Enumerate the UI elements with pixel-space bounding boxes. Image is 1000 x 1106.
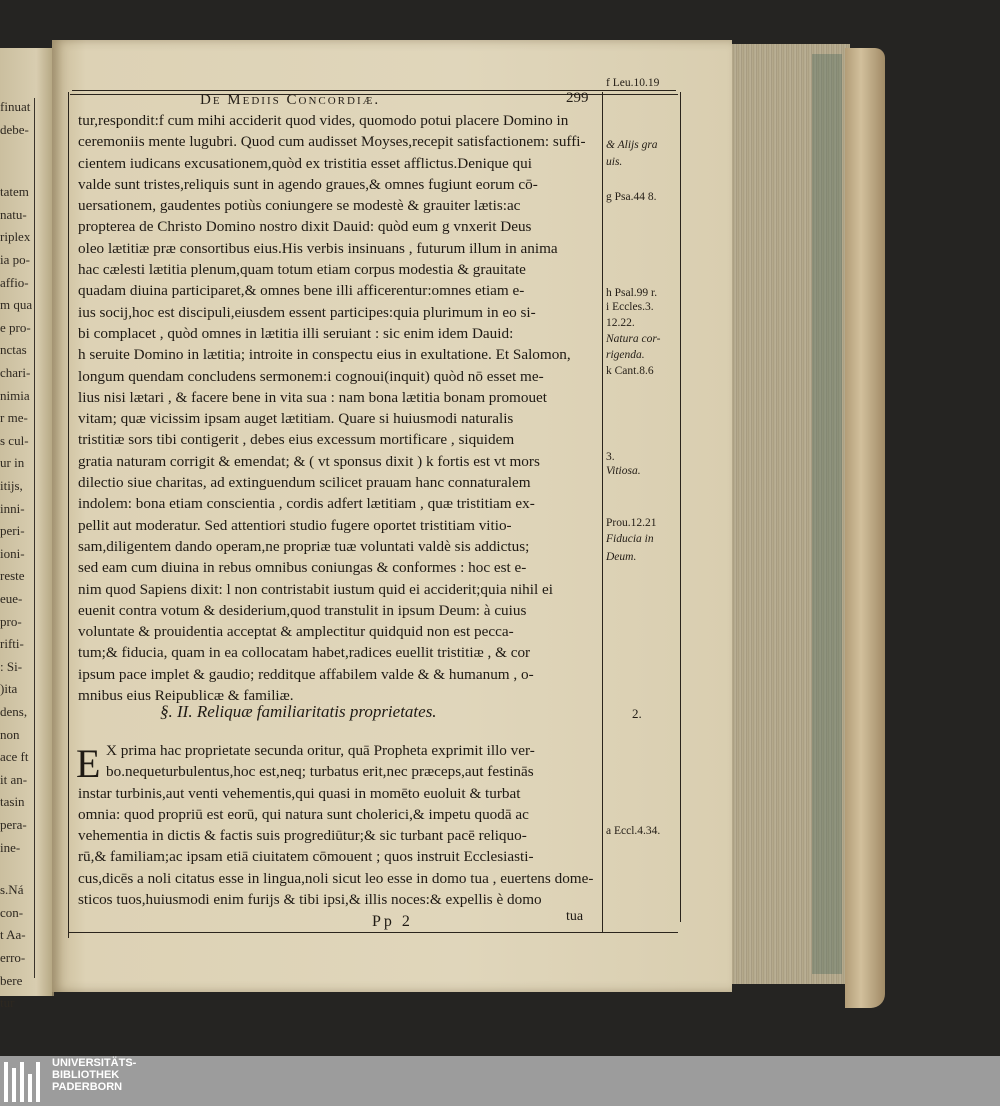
text-line: tristitiæ sors tibi contigerit , debes eius excessum mortificare , siquidem xyxy=(78,431,515,449)
left-page-fragment: nctas xyxy=(0,342,27,358)
left-page-fragment: m qua xyxy=(0,297,33,313)
catchword: tua xyxy=(566,909,584,924)
left-page-fragment: affio- xyxy=(0,274,29,290)
left-page-edge xyxy=(0,48,54,1011)
body-text-block-2 xyxy=(78,740,600,910)
left-page-fragment: nimia xyxy=(0,387,30,403)
text-line: dilectio siue charitas, ad extinguendum scilicet prauam hanc connaturalem xyxy=(78,474,531,492)
left-page-fragment: itijs, xyxy=(0,478,23,493)
marginal-note: Prou.12.21 xyxy=(606,517,657,529)
text-line: indolem: bona etiam conscientia , cordis adfert lætitiam , quæ tristitiam ex- xyxy=(78,495,535,513)
left-page-fragment: it an- xyxy=(0,771,28,787)
text-line: vehementia in dictis & factis suis progrediūtur;& sic turbant pacē reliquo- xyxy=(78,827,527,845)
left-page-fragment: reste xyxy=(0,568,25,584)
marginal-note: h Psal.99 r. xyxy=(606,287,658,299)
text-line: tur,respondit:f cum mihi acciderit quod vides, quomodo potui placere Domino in xyxy=(78,112,569,129)
text-line: sticos tuos,huiusmodi enim furijs & tibi ipsi,& illis noces:& expellis è domo xyxy=(78,891,542,909)
left-page-fragment: ace ft xyxy=(0,749,29,765)
marginal-note: i Eccles.3. xyxy=(606,301,654,313)
left-page-fragment: pera- xyxy=(0,817,27,832)
text-line: instar turbinis,aut venti vehementis,qui quasi in momēto euoluit & turbat xyxy=(78,784,521,802)
left-page-fragment: peri- xyxy=(0,523,25,539)
left-page-fragment: e pro- xyxy=(0,319,31,335)
library-name[interactable] xyxy=(52,1057,252,1093)
text-line: h seruite Domino in lætitia; introite in conspectu eius in exultatione. Et Salomon, xyxy=(78,346,571,364)
left-page-fragment: natu- xyxy=(0,206,27,222)
running-head: De Mediis Concordiæ. xyxy=(200,92,381,108)
marginal-note: Deum. xyxy=(606,551,637,563)
body-text-block-1 xyxy=(78,110,600,706)
marginal-note: & Alijs gra xyxy=(606,139,658,151)
left-page-fragment: chari- xyxy=(0,365,31,380)
left-page-fragment: tur xyxy=(0,995,15,1011)
left-page-fragment: tasin xyxy=(0,794,25,810)
text-line: ipsum pace implet & gaudio; redditque affabilem valde & & humanum , o- xyxy=(78,665,534,683)
book-fore-edge xyxy=(732,44,850,984)
library-logo-icon xyxy=(2,1062,46,1102)
drop-capital: E xyxy=(76,741,101,786)
text-line: quadam diuina participaret,& omnes bene illi afficerentur:omnes etiam e- xyxy=(78,282,525,300)
marginal-note: a Eccl.4.34. xyxy=(606,825,661,837)
left-page-fragment: : Si- xyxy=(0,658,23,674)
text-line: voluntate & prouidentia acceptat & amplectitur quidquid non est pecca- xyxy=(78,623,514,641)
section-margin-number: 2. xyxy=(632,706,642,721)
frame-rule-margin xyxy=(602,92,603,932)
text-line: X prima hac proprietate secunda oritur, quā Propheta exprimit illo ver- xyxy=(106,742,535,759)
left-page-fragment: ur in xyxy=(0,455,25,471)
left-page-rule xyxy=(34,98,35,978)
frame-rule-bottom xyxy=(68,932,678,933)
left-page-fragment: ia po- xyxy=(0,252,30,267)
text-line: tum;& fiducia, quam in ea collocatam habet,radices euellit tristitiæ , & cor xyxy=(78,644,531,662)
text-line: hac cælesti lætitia plenum,quam totum etiam corpus modestia & grauitate xyxy=(78,261,526,279)
marginal-note: uis. xyxy=(606,156,623,168)
marginal-note: 12.22. xyxy=(606,317,635,329)
text-line: sed eam cum diuina in rebus omnibus coniungas & conformes : hoc est e- xyxy=(78,559,527,577)
text-line: longum quendam concludens sermonem:i cognoui(inquit) quòd nō esset me- xyxy=(78,367,544,385)
edge-tint xyxy=(812,54,842,974)
marginal-note: Fiducia in xyxy=(606,533,654,545)
text-line: cus,dicēs a noli citatus esse in lingua,noli sicut leo esse in domo tua , euertens dome- xyxy=(78,869,594,887)
left-page-fragment: s cul- xyxy=(0,432,29,448)
left-page-fragment: riplex xyxy=(0,229,31,245)
text-line: propterea de Christo Domino nostro dixit Dauid: quòd eum g vnxerit Deus xyxy=(78,218,532,236)
text-line: nim quod Sapiens dixit: l non contristabit iustum quid ei acciderit;quia nihil ei xyxy=(78,580,553,598)
marginal-note: f Leu.10.19 xyxy=(606,77,660,89)
left-page-fragment: )ita xyxy=(0,681,18,697)
signature-mark: Pp 2 xyxy=(372,913,413,930)
text-line: ceremoniis mente lugubri. Quod cum audisset Moyses,recepit satisfactionem: suffi- xyxy=(78,133,586,151)
page-number: 299 xyxy=(566,90,589,106)
left-page-fragment: finuat xyxy=(0,99,31,114)
text-line: bi complacet , quòd omnes in lætitia illi seruiant : sic enim idem Dauid: xyxy=(78,324,514,342)
left-page-fragment: s.Ná xyxy=(0,882,24,898)
left-page-fragment: eue- xyxy=(0,591,23,606)
marginal-note: Vitiosa. xyxy=(606,465,641,477)
left-page-fragment: ine- xyxy=(0,839,21,855)
left-page-fragment: rifti- xyxy=(0,636,24,652)
left-page-fragment: r me- xyxy=(0,410,28,426)
left-page-fragment: erro- xyxy=(0,950,26,965)
marginal-note: rigenda. xyxy=(606,349,645,361)
text-line: oleo lætitiæ præ consortibus eius.His verbis insinuans , futurum illum in anima xyxy=(78,239,558,257)
library-name-line-3: PADERBORN xyxy=(52,1081,123,1093)
text-line: uersationem, gaudentes potiùs coniungere se modestè & grauiter lætis:ac xyxy=(78,197,521,215)
left-page-fragment: inni- xyxy=(0,500,25,516)
frame-rule-right xyxy=(680,92,681,922)
text-line: ius socij,hoc est discipuli,eiusdem essent participes:quia plurimum in eo si- xyxy=(78,303,536,321)
left-page-fragment: debe- xyxy=(0,121,29,137)
left-page-fragment: dens, xyxy=(0,704,28,719)
left-page-fragment: tatem xyxy=(0,184,29,200)
section-heading: §. II. Reliquæ familiaritatis proprietates. xyxy=(160,702,437,721)
text-line: bo.nequeturbulentus,hoc est,neq; turbatus erit,nec præceps,aut festinās xyxy=(106,763,534,781)
marginal-note: Natura cor- xyxy=(606,333,661,345)
library-name-line-1: UNIVERSITÄTS- xyxy=(52,1057,137,1069)
text-line: gratia naturam corrigit & emendat; & ( vt sponsus dixit ) k fortis est vt mors xyxy=(78,452,540,470)
left-page-fragment: t Aa- xyxy=(0,927,26,943)
left-page-fragment: bere xyxy=(0,972,23,988)
left-page-fragment: pro- xyxy=(0,613,22,629)
text-line: vitam; quæ vicissim ipsam auget lætitiam. Quare si huiusmodi naturalis xyxy=(78,410,514,428)
left-page-fragment: con- xyxy=(0,904,24,920)
frame-rule-left xyxy=(68,92,69,938)
library-name-line-2: BIBLIOTHEK xyxy=(52,1069,120,1081)
text-line: omnia: quod propriū est eorū, qui natura sunt cholerici,& impetu quodā ac xyxy=(78,805,529,823)
text-line: pellit aut moderatur. Sed attentiori studio fugere oportet tristitiam vitio- xyxy=(78,516,512,534)
marginal-note: k Cant.8.6 xyxy=(606,365,654,377)
left-page-fragment: non xyxy=(0,726,20,742)
marginal-note: 3. xyxy=(606,451,615,463)
text-line: mnibus eius Reipublicæ & familiæ. xyxy=(78,687,294,705)
text-line: valde sunt tristes,reliquis sunt in agendo graues,& omnes fugiunt eorum cō- xyxy=(78,175,538,193)
marginal-note: g Psa.44 8. xyxy=(606,191,657,203)
text-line: euenit contra votum & desiderium,quod transtulit in ipsum Deum: à cuius xyxy=(78,601,527,619)
book-cover-edge xyxy=(845,48,885,1008)
text-line: sam,diligentem dando operam,ne propriæ tuæ voluntati valdè sis addictus; xyxy=(78,537,530,555)
text-line: rū,& familiam;ac ipsam etiā ciuitatem cōmouent ; quos instruit Ecclesiasti- xyxy=(78,848,534,866)
text-line: lius nisi lætari , & facere bene in vita sua : nam bona lætitia bonam promouet xyxy=(78,388,548,406)
text-line: cientem iudicans excusationem,quòd ex tristitia esset afflictus.Denique qui xyxy=(78,154,532,172)
left-page-fragment: ioni- xyxy=(0,545,25,561)
